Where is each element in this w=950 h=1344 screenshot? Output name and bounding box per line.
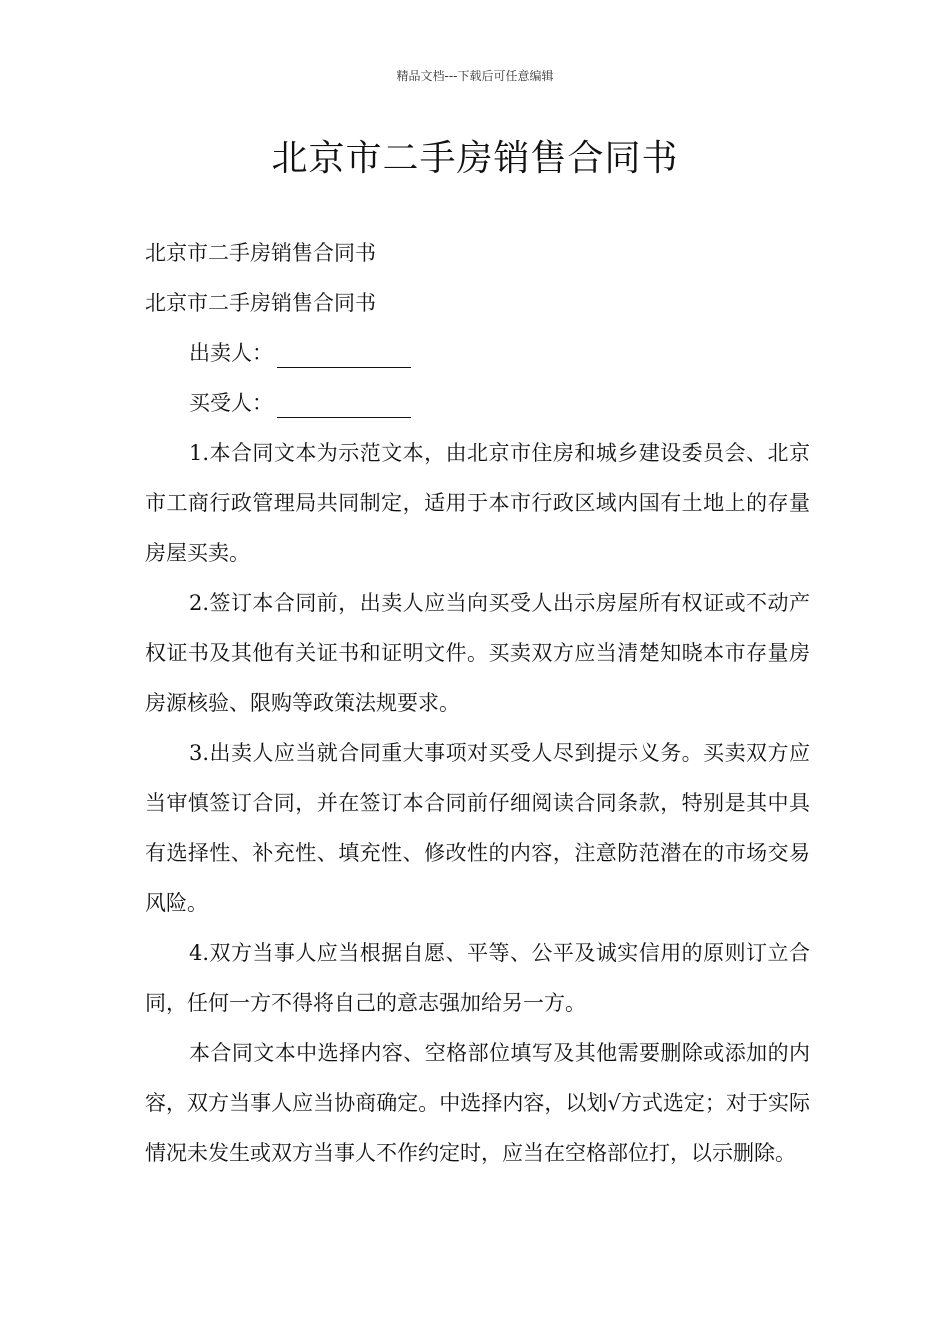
seller-line [145,328,810,378]
paragraph-5: 本合同文本中选择内容、空格部位填写及其他需要删除或添加的内容，双方当事人应当协商确定。中选择内容，以划√方式选定；对于实际情况未发生或双方当事人不作约定时，应当在空格部位打，以示删除。 [145,1041,810,1165]
paragraph-1: 1.本合同文本为示范文本，由北京市住房和城乡建设委员会、北京市工商行政管理局共同制定，适用于本市行政区域内国有土地上的存量房屋买卖。 [145,441,810,565]
document-body [145,228,810,1178]
buyer-blank-field[interactable] [277,416,411,418]
seller-label: 出卖人： [189,341,273,365]
header-note: 精品文档---下载后可任意编辑 [396,69,554,83]
subtitle-line-1: 北京市二手房销售合同书 [145,241,376,265]
paragraph-2: 2.签订本合同前，出卖人应当向买受人出示房屋所有权证或不动产权证书及其他有关证书和证明文件。买卖双方应当清楚知晓本市存量房房源核验、限购等政策法规要求。 [145,591,810,715]
seller-blank-field[interactable] [277,366,411,368]
paragraph-4: 4.双方当事人应当根据自愿、平等、公平及诚实信用的原则订立合同，任何一方不得将自己的意志强加给另一方。 [145,941,810,1015]
paragraph-3: 3.出卖人应当就合同重大事项对买受人尽到提示义务。买卖双方应当审慎签订合同，并在签订本合同前仔细阅读合同条款，特别是其中具有选择性、补充性、填充性、修改性的内容，注意防范潜在的市场交易风险。 [145,741,810,915]
buyer-line [145,378,810,428]
buyer-label: 买受人： [189,391,273,415]
subtitle-line-2: 北京市二手房销售合同书 [145,291,376,315]
document-title: 北京市二手房销售合同书 [271,138,679,179]
